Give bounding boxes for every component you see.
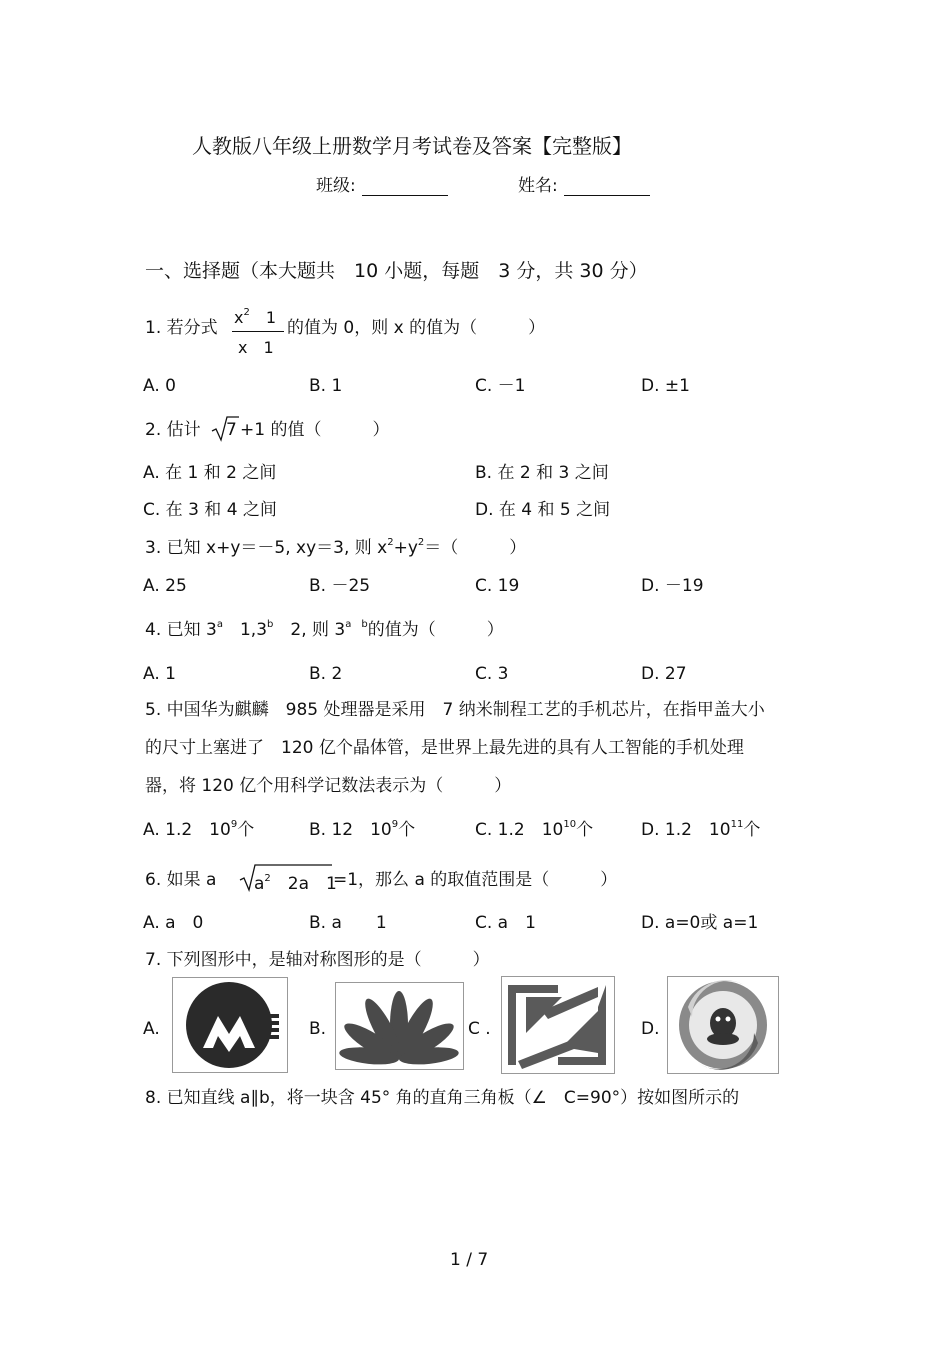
q6-option-b: B. a 1 bbox=[309, 913, 387, 933]
class-field bbox=[316, 176, 448, 196]
name-blank bbox=[564, 179, 650, 196]
q2-radicand: 7 bbox=[226, 420, 237, 440]
q6-prefix: 6. 如果 a bbox=[145, 870, 217, 890]
q4-text: 4. 已知 3$^a$ 1,3$^b$ 2, 则 $3^{a b}$的值为（ ） bbox=[145, 619, 504, 640]
q1-option-a: A. 0 bbox=[143, 376, 176, 396]
q1-fraction-bar bbox=[232, 331, 284, 332]
q2-prefix: 2. 估计 bbox=[145, 420, 201, 440]
logo-c-image bbox=[501, 976, 615, 1074]
q8-text: 8. 已知直线 a∥b，将一块含 45° 角的直角三角板（∠ C=90°）按如图所示的 bbox=[145, 1088, 740, 1108]
q6-radicand: $a^2$ 2a 1 bbox=[254, 873, 337, 894]
name-field bbox=[518, 176, 650, 196]
q6-option-d: D. a=0或 a=1 bbox=[641, 913, 759, 933]
class-blank bbox=[362, 179, 448, 196]
name-label: 姓名: bbox=[518, 176, 558, 196]
section-heading: 一、选择题（本大题共 10 小题，每题 3 分，共 30 分） bbox=[145, 260, 648, 282]
q1-numerator: $x^2$ 1 bbox=[234, 307, 277, 327]
q7-option-b: B. bbox=[309, 1019, 327, 1039]
logo-d-image bbox=[667, 976, 779, 1074]
q2-option-a: A. 在 1 和 2 之间 bbox=[143, 463, 277, 483]
q1-prefix: 1. 若分式 bbox=[145, 318, 218, 338]
q6-option-a: A. a 0 bbox=[143, 913, 204, 933]
q5-line-1: 5. 中国华为麒麟 985 处理器是采用 7 纳米制程工艺的手机芯片，在指甲盖大小 bbox=[145, 700, 765, 720]
q2-option-d: D. 在 4 和 5 之间 bbox=[475, 500, 611, 520]
q2-option-c: C. 在 3 和 4 之间 bbox=[143, 500, 277, 520]
class-label: 班级: bbox=[316, 176, 356, 196]
q3-option-b: B. －25 bbox=[309, 576, 371, 596]
q1-option-d: D. ±1 bbox=[641, 376, 690, 396]
q6-option-c: C. a 1 bbox=[475, 913, 536, 933]
page-title: 人教版八年级上册数学月考试卷及答案【完整版】 bbox=[192, 134, 632, 158]
q3-option-a: A. 25 bbox=[143, 576, 187, 596]
q3-option-d: D. －19 bbox=[641, 576, 704, 596]
q4-option-d: D. 27 bbox=[641, 664, 687, 684]
q7-option-d: D. bbox=[641, 1019, 660, 1039]
q7-option-c: C . bbox=[468, 1019, 491, 1039]
q1-denominator: x 1 bbox=[238, 338, 274, 357]
q1-suffix: 的值为 0，则 x 的值为（ ） bbox=[287, 318, 546, 338]
q5-option-a: A. 1.2 $10^9$个 bbox=[143, 819, 255, 840]
logo-a-image bbox=[172, 977, 288, 1073]
q5-line-3: 器，将 120 亿个用科学记数法表示为（ ） bbox=[145, 776, 512, 796]
q5-option-b: B. 12 $10^9$个 bbox=[309, 819, 416, 840]
logo-b-image bbox=[335, 982, 464, 1070]
q7-option-a: A. bbox=[143, 1019, 160, 1039]
q4-option-c: C. 3 bbox=[475, 664, 509, 684]
page-number: 1 / 7 bbox=[450, 1250, 489, 1270]
q2-suffix: +1 的值（ ） bbox=[240, 420, 390, 440]
q6-suffix: =1，那么 a 的取值范围是（ ） bbox=[333, 870, 618, 890]
q5-option-c: C. 1.2 $10^{10}$个 bbox=[475, 819, 594, 840]
q7-text: 7. 下列图形中，是轴对称图形的是（ ） bbox=[145, 950, 490, 970]
q4-option-b: B. 2 bbox=[309, 664, 343, 684]
q5-option-d: D. 1.2 $10^{11}$个 bbox=[641, 819, 761, 840]
q4-option-a: A. 1 bbox=[143, 664, 176, 684]
q1-option-c: C. －1 bbox=[475, 376, 526, 396]
q1-option-b: B. 1 bbox=[309, 376, 343, 396]
q5-line-2: 的尺寸上塞进了 120 亿个晶体管，是世界上最先进的具有人工智能的手机处理 bbox=[145, 738, 744, 758]
q3-text: 3. 已知 x+y＝－5, xy＝3, 则 $x^2+y^2=$（ ） bbox=[145, 537, 527, 558]
q3-option-c: C. 19 bbox=[475, 576, 520, 596]
q2-option-b: B. 在 2 和 3 之间 bbox=[475, 463, 609, 483]
